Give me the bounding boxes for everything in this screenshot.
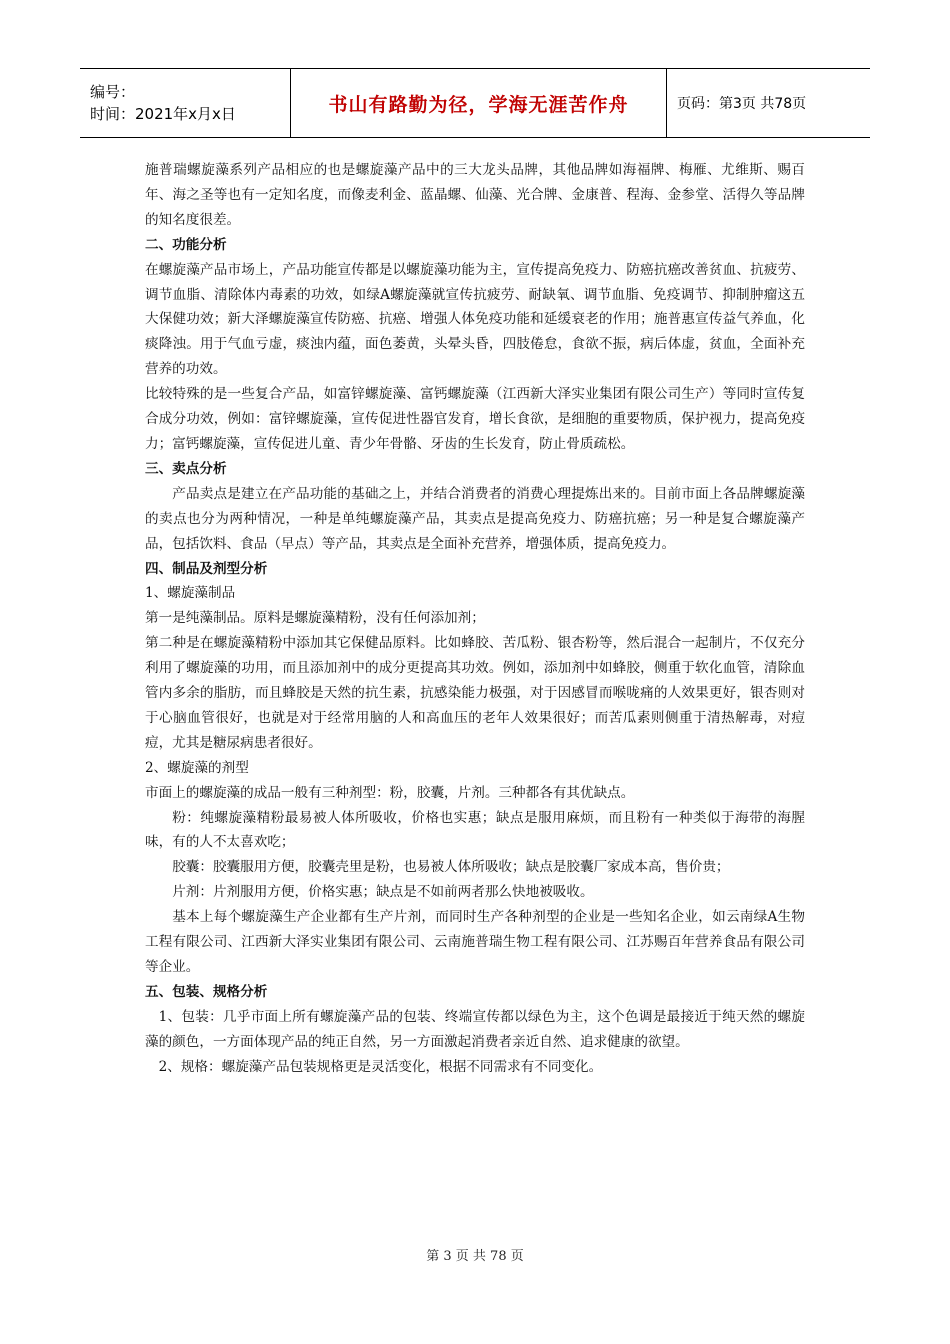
paragraph: 施普瑞螺旋藻系列产品相应的也是螺旋藻产品中的三大龙头品牌，其他品牌如海福牌、梅雁、尤维斯、赐百年、海之圣等也有一定知名度，而像麦利金、蓝晶螺、仙藻、光合牌、金康普、程海、金参堂、活得久等品牌的知名度很差。 (145, 162, 805, 228)
paragraph: 第一是纯藻制品。原料是螺旋藻精粉，没有任何添加剂； (145, 610, 485, 627)
subsection-heading: 1、螺旋藻制品 (145, 585, 236, 602)
paragraph: 产品卖点是建立在产品功能的基础之上，并结合消费者的消费心理提炼出来的。目前市面上各品牌螺旋藻的卖点也分为两种情况，一种是单纯螺旋藻产品，其卖点是提高免疫力、防癌抗癌；另一种是复合螺旋藻产品，包括饮料、食品（早点）等产品，其卖点是全面补充营养，增强体质，提高免疫力。 (145, 485, 805, 552)
paragraph: 1、包装：几乎市面上所有螺旋藻产品的包装、终端宣传都以绿色为主，这个色调是最接近于纯天然的螺旋藻的颜色，一方面体现产品的纯正自然，另一方面激起消费者亲近自然、追求健康的欲望。 (145, 1008, 805, 1050)
paragraph: 基本上每个螺旋藻生产企业都有生产片剂，而同时生产各种剂型的企业是一些知名企业，如云南绿A生物工程有限公司、江西新大泽实业集团有限公司、云南施普瑞生物工程有限公司、江苏赐百年营养食品有限公司等企业。 (145, 909, 805, 975)
paragraph: 胶囊：胶囊服用方便，胶囊壳里是粉，也易被人体所吸收；缺点是胶囊厂家成本高，售价贵； (172, 859, 730, 876)
section-heading: 三、卖点分析 (145, 460, 227, 477)
header-motto-cell (291, 69, 667, 137)
paragraph: 2、规格：螺旋藻产品包装规格更是灵活变化，根据不同需求有不同变化。 (158, 1058, 603, 1075)
subsection-heading: 2、螺旋藻的剂型 (145, 759, 249, 776)
section-heading: 五、包装、规格分析 (145, 983, 268, 1000)
section-heading: 四、制品及剂型分析 (145, 560, 268, 577)
paragraph: 市面上的螺旋藻的成品一般有三种剂型：粉，胶囊，片剂。三种都各有其优缺点。 (145, 784, 635, 801)
paragraph: 粉：纯螺旋藻精粉最易被人体所吸收，价格也实惠；缺点是服用麻烦，而且粉有一种类似于海带的海腥味，有的人不太喜欢吃； (145, 809, 805, 851)
document-body (145, 158, 805, 1080)
header-page-number: 页码：第3页 共78页 (677, 96, 807, 112)
page-header (80, 68, 870, 138)
section-heading: 二、功能分析 (145, 236, 227, 253)
header-page-cell (667, 69, 870, 137)
document-number: 编号： (90, 83, 136, 101)
paragraph: 比较特殊的是一些复合产品，如富锌螺旋藻、富钙螺旋藻（江西新大泽实业集团有限公司生产）等同时宣传复合成分功效，例如：富锌螺旋藻，宣传促进性器官发育，增长食欲，是细胞的重要物质，保护视力，提高免疫力；富钙螺旋藻，宣传促进儿童、青少年骨骼、牙齿的生长发育，防止骨质疏松。 (145, 386, 805, 452)
paragraph: 片剂：片剂服用方便，价格实惠；缺点是不如前两者那么快地被吸收。 (172, 884, 594, 901)
page-footer: 第 3 页 共 78 页 (426, 1249, 524, 1264)
paragraph: 第二种是在螺旋藻精粉中添加其它保健品原料。比如蜂胶、苦瓜粉、银杏粉等，然后混合一起制片，不仅充分利用了螺旋藻的功用，而且添加剂中的成分更提高其功效。例如，添加剂中如蜂胶，侧重于软化血管，清除血管内多余的脂肪，而且蜂胶是天然的抗生素，抗感染能力极强，对于因感冒而喉咙痛的人效果更好，银杏则对于心脑血管很好，也就是对于经常用脑的人和高血压的老年人效果很好；而苦瓜素则侧重于清热解毒，对痘痘，尤其是糖尿病患者很好。 (145, 635, 805, 751)
header-motto: 书山有路勤为径，学海无涯苦作舟 (328, 93, 629, 116)
header-meta (80, 69, 291, 137)
document-time: 时间：2021年x月x日 (90, 105, 236, 123)
paragraph: 在螺旋藻产品市场上，产品功能宣传都是以螺旋藻功能为主，宣传提高免疫力、防癌抗癌改善贫血、抗疲劳、调节血脂、清除体内毒素的功效，如绿A螺旋藻就宣传抗疲劳、耐缺氧、调节血脂、免疫调节、抑制肿瘤这五大保健功效；新大泽螺旋藻宣传防癌、抗癌、增强人体免疫功能和延缓衰老的作用；施普惠宣传益气养血，化痰降浊。用于气血亏虚，痰浊内蕴，面色萎黄，头晕头昏，四肢倦怠，食欲不振，病后体虚，贫血，全面补充营养的功效。 (145, 261, 805, 378)
